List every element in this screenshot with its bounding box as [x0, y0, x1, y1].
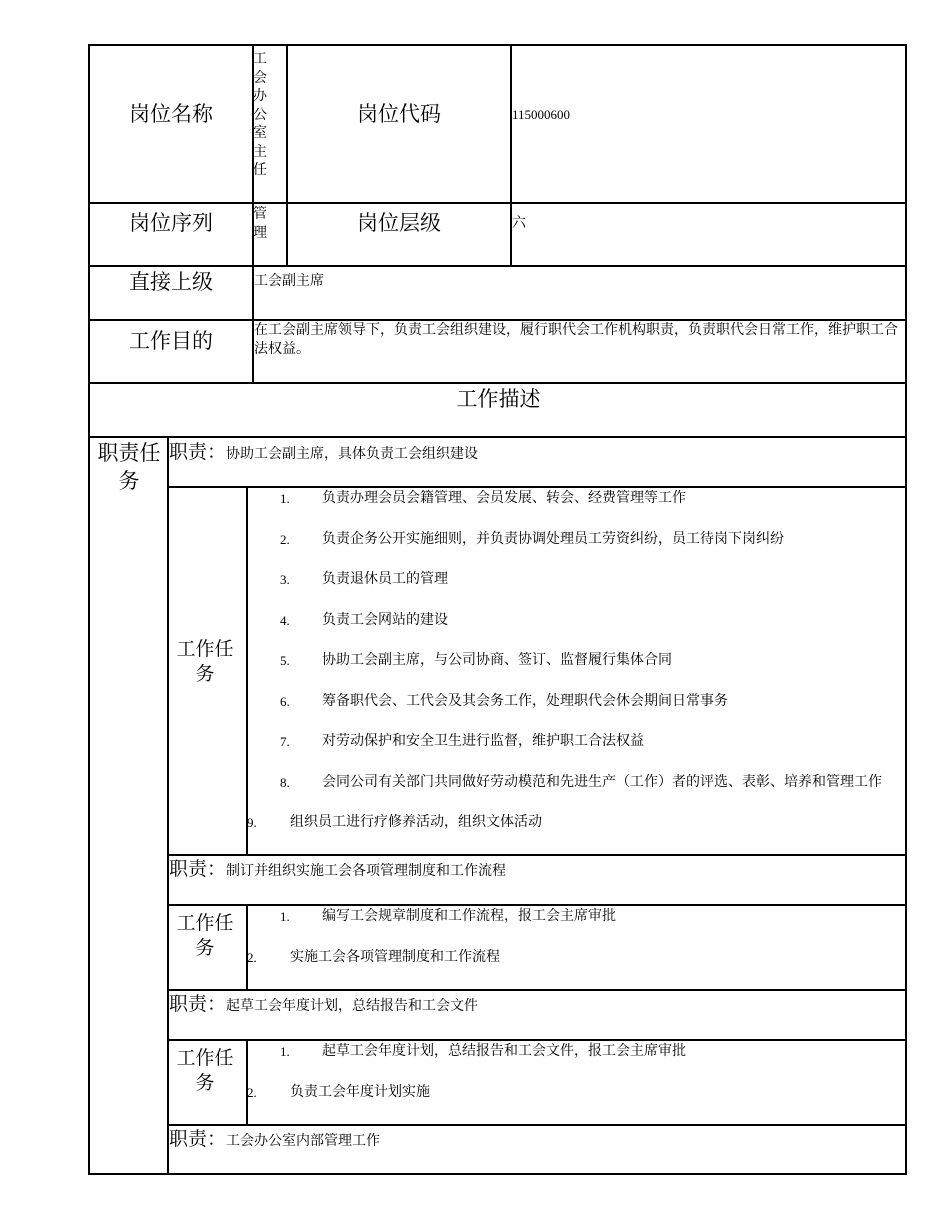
- duty-prefix: 职责：: [169, 1128, 227, 1150]
- task-text: 筹备职代会、工代会及其会务工作，处理职代会休会期间日常事务: [322, 693, 728, 709]
- row-divider: [167, 989, 907, 991]
- task-number: 1.: [280, 1044, 290, 1059]
- duty-text: 起草工会年度计划，总结报告和工会文件: [226, 998, 479, 1014]
- duty-row: [169, 1127, 904, 1151]
- task-text: 实施工会各项管理制度和工作流程: [290, 949, 500, 965]
- col-divider: [167, 436, 169, 1175]
- duty-row: [169, 857, 904, 881]
- purpose-value: 在工会副主席领导下，负责工会组织建设，履行职代会工作机构职责，负责职代会日常工作，维护职工合法权益。: [254, 322, 898, 357]
- duty-text: 制订并组织实施工会各项管理制度和工作流程: [226, 863, 507, 879]
- task-text: 负责退休员工的管理: [322, 571, 448, 587]
- post-series-label: 岗位序列: [129, 211, 213, 235]
- task-number: 3.: [280, 572, 290, 587]
- row-divider: [167, 486, 907, 488]
- post-level-value: 六: [512, 215, 526, 231]
- task-text: 负责办理会员会籍管理、会员发展、转会、经费管理等工作: [322, 490, 686, 506]
- row-divider: [90, 382, 907, 384]
- task-text: 负责工会网站的建设: [322, 612, 448, 628]
- task-number: 7.: [280, 734, 290, 749]
- task-number: 8.: [280, 775, 290, 790]
- col-divider: [246, 1039, 248, 1124]
- task-text: 负责工会年度计划实施: [290, 1084, 430, 1100]
- description-title: 工作描述: [456, 387, 541, 411]
- post-name-label: 岗位名称: [129, 102, 213, 126]
- purpose-label: 工作目的: [129, 329, 213, 353]
- row-divider: [167, 904, 907, 906]
- post-level-label: 岗位层级: [357, 211, 441, 235]
- duty-prefix: 职责：: [169, 858, 227, 880]
- duties-label: 职责任务: [97, 441, 161, 493]
- task-number: 5.: [280, 653, 290, 668]
- task-number: 2.: [247, 1085, 257, 1100]
- task-number: 2.: [280, 532, 290, 547]
- duty-row: [169, 440, 904, 464]
- task-text: 编写工会规章制度和工作流程，报工会主席审批: [322, 908, 616, 924]
- duty-prefix: 职责：: [169, 993, 227, 1015]
- row-divider: [90, 202, 907, 204]
- row-divider: [167, 1039, 907, 1041]
- duty-row: [169, 992, 904, 1016]
- superior-label: 直接上级: [129, 270, 213, 294]
- superior-value: 工会副主席: [254, 273, 324, 289]
- task-number: 2.: [247, 950, 257, 965]
- task-number: 6.: [280, 694, 290, 709]
- row-divider: [167, 854, 907, 856]
- task-text: 对劳动保护和安全卫生进行监督，维护职工合法权益: [322, 733, 644, 749]
- row-divider: [90, 436, 907, 438]
- task-number: 1.: [280, 491, 290, 506]
- row-divider: [90, 265, 907, 267]
- task-text: 会同公司有关部门共同做好劳动模范和先进生产（工作）者的评选、表彰、培养和管理工作: [322, 774, 882, 790]
- task-number: 1.: [280, 909, 290, 924]
- col-divider: [246, 486, 248, 854]
- post-name-value: 工会办公室主任: [253, 51, 267, 178]
- task-text: 起草工会年度计划，总结报告和工会文件，报工会主席审批: [322, 1043, 686, 1059]
- post-code-label: 岗位代码: [357, 102, 441, 126]
- job-description-form: [88, 44, 907, 1175]
- duty-prefix: 职责：: [169, 441, 227, 463]
- duty-text: 工会办公室内部管理工作: [226, 1133, 381, 1149]
- task-label: 工作任务: [176, 638, 234, 685]
- task-text: 协助工会副主席，与公司协商、签订、监督履行集体合同: [322, 652, 672, 668]
- duty-text: 协助工会副主席，具体负责工会组织建设: [226, 446, 479, 462]
- post-series-value: 管理: [253, 206, 267, 241]
- task-label: 工作任务: [176, 1047, 234, 1094]
- task-label: 工作任务: [176, 912, 234, 959]
- row-divider: [167, 1124, 907, 1126]
- post-code-value: 115000600: [512, 107, 571, 122]
- task-number: 9.: [247, 815, 257, 830]
- task-number: 4.: [280, 613, 290, 628]
- task-text: 负责企务公开实施细则，并负责协调处理员工劳资纠纷，员工待岗下岗纠纷: [322, 531, 784, 547]
- col-divider: [246, 904, 248, 989]
- task-text: 组织员工进行疗修养活动，组织文体活动: [290, 814, 542, 830]
